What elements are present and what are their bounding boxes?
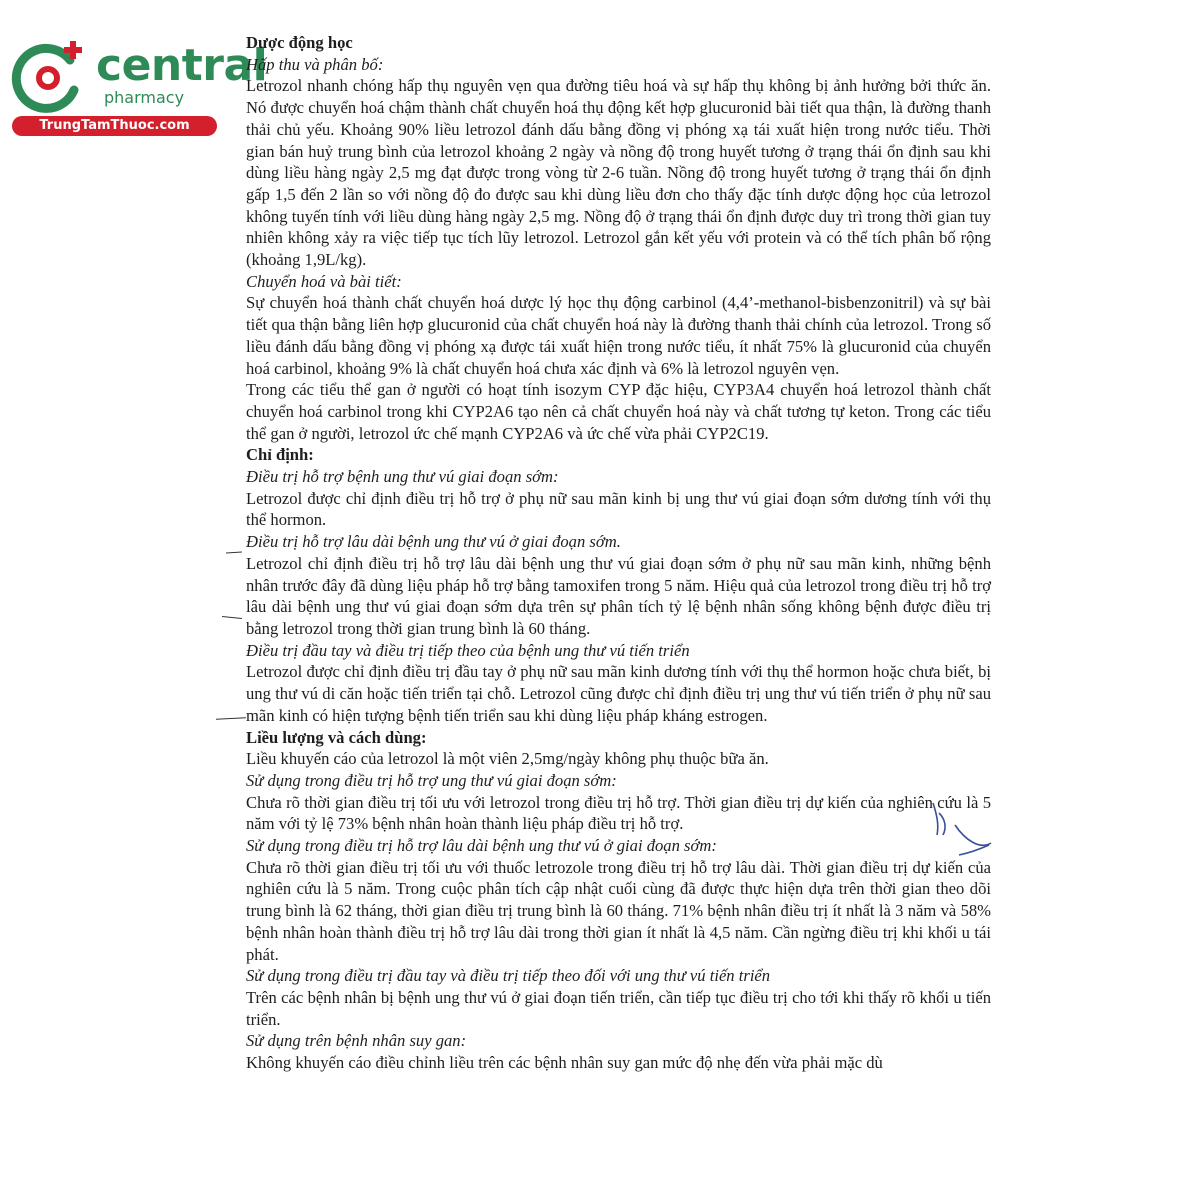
subsection-heading: Sử dụng trên bệnh nhân suy gan: — [246, 1031, 467, 1051]
body-paragraph: Liều khuyến cáo của letrozol là một viên 2,5mg/ngày không phụ thuộc bữa ăn. — [246, 749, 769, 769]
central-pharmacy-logo-icon — [10, 38, 88, 116]
margin-mark — [222, 616, 242, 619]
body-paragraph: Trên các bệnh nhân bị bệnh ung thư vú ở giai đoạn tiến triển, cần tiếp tục điều trị cho tới khi thấy rõ khối u tiến triển. — [246, 987, 991, 1029]
body-paragraph: Letrozol chỉ định điều trị hỗ trợ lâu dài bệnh ung thư vú giai đoạn sớm ở phụ nữ sau mãn kinh, những bệnh nhân trước đây đã dùng liệu pháp hỗ trợ bằng tamoxifen trong 5 năm. Hiệu quả của letrozol trong điều trị hỗ trợ lâu dài bệnh ung thư vú giai đoạn sớm dựa trên sự phân tích tỷ lệ bệnh nhân sống không bệnh được điều trị bằng letrozol trong thời gian trung bình là 60 tháng. — [246, 553, 991, 638]
subsection-heading: Chuyển hoá và bài tiết: — [246, 271, 402, 291]
section-heading: Liều lượng và cách dùng: — [246, 727, 427, 747]
body-paragraph: Chưa rõ thời gian điều trị tối ưu với thuốc letrozole trong điều trị hỗ trợ lâu dài. Thời gian điều trị dự kiến của nghiên cứu là 5 năm. Trong cuộc phân tích cập nhật cuối cùng đã được thực hiện dựa trên thời gian theo dõi trung bình là 62 tháng, thời gian điều trị trung bình là 60 tháng. 71% bệnh nhân điều trị ít nhất là 3 năm và 58% bệnh nhân hoàn thành điều trị hỗ trợ lâu dài trong thời gian ít nhất là 4,5 năm. Cần ngừng điều trị khi khối u tái phát. — [246, 857, 991, 964]
brand-subtitle: pharmacy — [104, 88, 185, 107]
subsection-heading: Sử dụng trong điều trị hỗ trợ lâu dài bệnh ung thư vú ở giai đoạn sớm: — [246, 836, 717, 856]
section-heading: Chỉ định: — [246, 445, 314, 465]
brand-logo — [8, 36, 268, 136]
subsection-heading: Hấp thu và phân bố: — [246, 54, 384, 74]
body-paragraph: Không khuyến cáo điều chỉnh liều trên các bệnh nhân suy gan mức độ nhẹ đến vừa phải mặc dù — [246, 1053, 883, 1073]
document-body — [246, 32, 991, 1074]
subsection-heading: Điều trị đầu tay và điều trị tiếp theo của bệnh ung thư vú tiến triển — [246, 640, 690, 660]
handwritten-signature-icon — [925, 795, 995, 865]
body-paragraph: Letrozol nhanh chóng hấp thụ nguyên vẹn qua đường tiêu hoá và sự hấp thụ không bị ảnh hưởng bởi thức ăn. Nó được chuyển hoá chậm thành chất chuyển hoá thụ động kết hợp glucuronid bài tiết qua thận, là đường thanh thải chủ yếu. Khoảng 90% liều letrozol đánh dấu bằng đồng vị phóng xạ tái xuất hiện trong nước tiểu. Thời gian bán huỷ trung bình của letrozol khoảng 2 ngày và nồng độ trong huyết tương ở trạng thái ổn định sau khi dùng liều hàng ngày 2,5 mg đạt được trong vòng từ 2-6 tuần. Nồng độ trong huyết tương ở trạng thái ổn định gấp 1,5 đến 2 lần so với nồng độ đo được sau khi dùng liều đơn cho thấy đặc tính dược động học của letrozol không tuyến tính với liều dùng hàng ngày 2,5 mg. Nồng độ ở trạng thái ổn định được duy trì trong thời gian tuy nhiên không xảy ra việc tiếp tục tích lũy letrozol. Letrozol gắn kết yếu với protein và có thể tích phân bố rộng (khoảng 1,9L/kg). — [246, 76, 991, 270]
subsection-heading: Điều trị hỗ trợ bệnh ung thư vú giai đoạn sớm: — [246, 467, 559, 487]
brand-website: TrungTamThuoc.com — [12, 116, 217, 136]
body-paragraph: Letrozol được chỉ định điều trị hỗ trợ ở phụ nữ sau mãn kinh bị ung thư vú giai đoạn sớm dương tính với thụ thể hormon. — [246, 488, 991, 530]
body-paragraph: Letrozol được chỉ định điều trị đầu tay ở phụ nữ sau mãn kinh dương tính với thụ thể hormon hoặc chưa biết, bị ung thư vú di căn hoặc tiến triển tại chỗ. Letrozol cũng được chỉ định điều trị ung thư vú tiến triển ở phụ nữ sau mãn kinh có hiện tượng bệnh tiến triển sau khi dùng liệu pháp kháng estrogen. — [246, 662, 991, 725]
body-paragraph: Trong các tiểu thể gan ở người có hoạt tính isozym CYP đặc hiệu, CYP3A4 chuyển hoá letrozol thành chất chuyển hoá carbinol trong khi CYP2A6 tạo nên cả chất chuyển hoá này và chất tương tự keton. Trong các tiểu thể gan ở người, letrozol ức chế mạnh CYP2A6 và ức chế vừa phải CYP2C19. — [246, 380, 991, 443]
brand-name: central — [96, 40, 268, 91]
body-paragraph: Chưa rõ thời gian điều trị tối ưu với letrozol trong điều trị hỗ trợ. Thời gian điều trị dự kiến của nghiên cứu là 5 năm với tỷ lệ 73% bệnh nhân hoàn thành liệu pháp điều trị hỗ trợ. — [246, 792, 991, 834]
margin-mark — [226, 551, 242, 553]
margin-mark — [216, 717, 246, 720]
subsection-heading: Sử dụng trong điều trị hỗ trợ ung thư vú giai đoạn sớm: — [246, 770, 617, 790]
subsection-heading: Điều trị hỗ trợ lâu dài bệnh ung thư vú ở giai đoạn sớm. — [246, 532, 621, 552]
section-heading: Dược động học — [246, 33, 353, 52]
body-paragraph: Sự chuyển hoá thành chất chuyển hoá dược lý học thụ động carbinol (4,4’-methanol-bisbenzonitril) và sự bài tiết qua thận bằng liên hợp glucuronid của chất chuyển hoá này là đường thanh thải chính của letrozol. Trong số liều đánh dấu bằng đồng vị phóng xạ được tái xuất hiện trong nước tiểu, ít nhất 75% là glucuronid của chuyển hoá carbinol, khoảng 9% là chất chuyển hoá chưa xác định và 6% là letrozol nguyên vẹn. — [246, 293, 991, 378]
subsection-heading: Sử dụng trong điều trị đầu tay và điều trị tiếp theo đối với ung thư vú tiến triển — [246, 966, 771, 986]
